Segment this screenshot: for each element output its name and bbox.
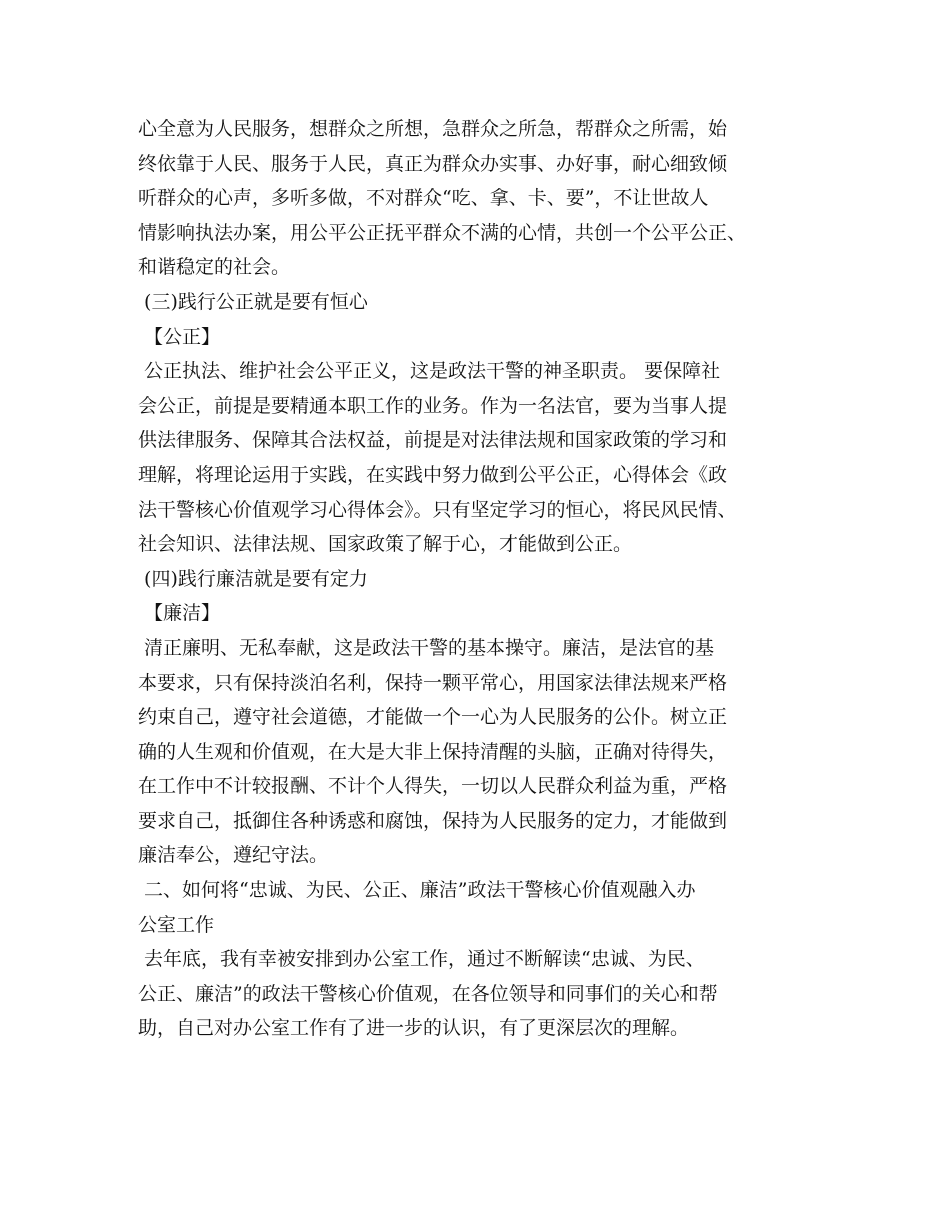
section-heading: (四)践行廉洁就是要有定力 <box>138 567 368 590</box>
document-body <box>138 112 838 1046</box>
text-line: 社会知识、法律法规、国家政策了解于心，才能做到公正。 <box>138 533 633 556</box>
text-line: 本要求，只有保持淡泊名利，保持一颗平常心，用国家法律法规来严格 <box>138 671 728 694</box>
text-line: 理解，将理论运用于实践，在实践中努力做到公平公正，心得体会《政 <box>138 463 728 486</box>
text-line: 去年底，我有幸被安排到办公室工作，通过不断解读“忠诚、为民、 <box>138 948 705 971</box>
text-line: 听群众的心声，多听多做，不对群众“吃、拿、卡、要”，不让世故人 <box>138 187 709 210</box>
text-line: 助，自己对办公室工作有了进一步的认识，有了更深层次的理解。 <box>138 1017 690 1040</box>
text-line: 心全意为人民服务，想群众之所想，急群众之所急，帮群众之所需，始 <box>138 118 728 140</box>
text-line: 公正执法、维护社会公平正义，这是政法干警的神圣职责。 要保障社 <box>138 360 721 383</box>
text-line: 廉洁奉公，遵纪守法。 <box>138 844 329 867</box>
text-line: 情影响执法办案，用公平公正抚平群众不满的心情，共创一个公平公正、 <box>138 221 747 244</box>
text-line: 公正、廉洁”的政法干警核心价值观，在各位领导和同事们的关心和帮 <box>138 982 718 1005</box>
section-tag: 【公正】 <box>138 325 221 348</box>
text-line: 确的人生观和价值观，在大是大非上保持清醒的头脑，正确对待得失， <box>138 740 728 763</box>
text-line: 和谐稳定的社会。 <box>138 256 291 279</box>
text-line: 约束自己，遵守社会道德，才能做一个一心为人民服务的公仆。树立正 <box>138 706 728 729</box>
section-heading: (三)践行公正就是要有恒心 <box>138 290 368 313</box>
text-line: 法干警核心价值观学习心得体会》。只有坚定学习的恒心，将民风民情、 <box>138 498 737 521</box>
text-line: 会公正，前提是要精通本职工作的业务。作为一名法官，要为当事人提 <box>138 394 728 417</box>
text-line: 要求自己，抵御住各种诱惑和腐蚀，保持为人民服务的定力，才能做到 <box>138 809 728 832</box>
section-heading: 公室工作 <box>138 913 215 936</box>
text-line: 供法律服务、保障其合法权益，前提是对法律法规和国家政策的学习和 <box>138 429 728 452</box>
text-line: 在工作中不计较报酬、不计个人得失，一切以人民群众利益为重，严格 <box>138 775 728 798</box>
section-tag: 【廉洁】 <box>138 602 221 625</box>
text-line: 终依靠于人民、服务于人民，真正为群众办实事、办好事，耐心细致倾 <box>138 152 728 175</box>
section-heading: 二、如何将“忠诚、为民、公正、廉洁”政法干警核心价值观融入办 <box>138 879 696 902</box>
text-line: 清正廉明、无私奉献，这是政法干警的基本操守。廉洁，是法官的基 <box>138 636 715 659</box>
